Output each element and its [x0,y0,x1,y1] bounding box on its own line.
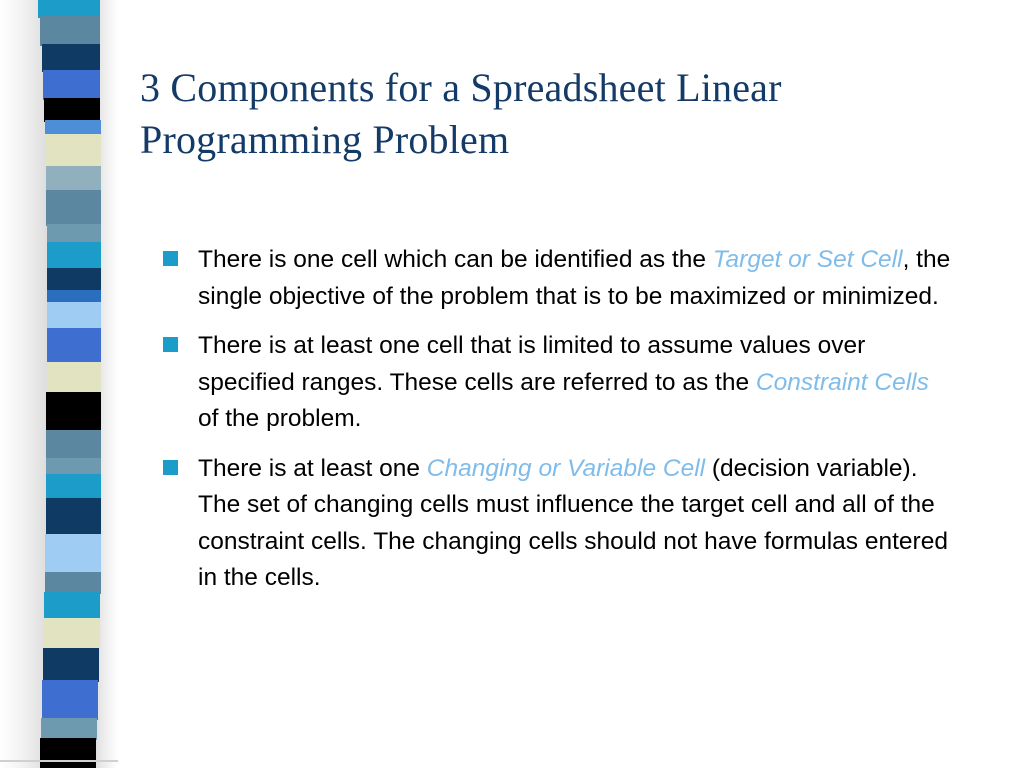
decoration-stripe [47,242,101,270]
decoration-stripe [47,302,101,330]
bullet-text-run: , the single objective of the problem that is to be maximized or minimized. [198,246,951,310]
decoration-stripe [44,98,100,122]
decoration-stripe [43,648,99,682]
decoration-stripe [45,134,101,168]
decoration-stripe [42,44,100,72]
bullet-text-run: There is at least one cell that is limited to assume values over specified ranges. These cells are referred to as the [198,332,866,396]
bullet-item [163,242,953,315]
decoration-stripe [47,224,101,244]
decoration-stripe [45,534,101,574]
bullet-text [198,242,953,315]
decoration-stripe [44,592,100,620]
bullet-text-run: of the problem. [198,405,362,432]
bullet-emphasis-term: Constraint Cells [755,368,929,396]
decoration-stripe [47,328,101,364]
bullet-text-run: There is at least one [198,454,427,482]
bullet-item [163,451,953,597]
decoration-stripe [46,392,101,432]
decoration-stripe [46,166,101,192]
decoration-stripe [41,718,97,740]
bullet-text-run: There is one cell which can be identified as the [198,246,713,273]
bullet-item [163,328,953,438]
bullet-square-icon [163,251,178,266]
footer-rule [0,760,118,762]
decoration-stripe [40,16,100,46]
stripe-column [0,0,118,768]
decoration-stripe [46,190,101,226]
decoration-stripe [47,362,101,394]
bullet-text [198,328,953,438]
decoration-stripe [42,680,98,720]
decoration-stripe [46,430,101,460]
bullet-square-icon [163,460,178,475]
bullet-text-run: (decision variable). The set of changing cells must influence the target cell and all of the constraint cells. The changing cells should not have formulas entered in the cells. [198,454,948,591]
decoration-stripe [46,474,101,500]
bullet-square-icon [163,337,178,352]
decoration-stripe [47,268,101,292]
bullet-emphasis-term: Changing or Variable Cell [426,454,706,482]
bullet-emphasis-term: Target or Set Cell [712,246,903,273]
bullet-list [163,242,953,610]
bullet-text [198,451,953,597]
decoration-stripe [45,572,101,594]
decoration-stripe [43,70,100,100]
page-title: 3 Components for a Spreadsheet Linear Programming Problem [140,65,782,162]
decoration-stripe [46,498,101,536]
left-decoration-band [0,0,118,768]
decoration-stripe [40,738,96,768]
decoration-stripe [44,618,100,650]
